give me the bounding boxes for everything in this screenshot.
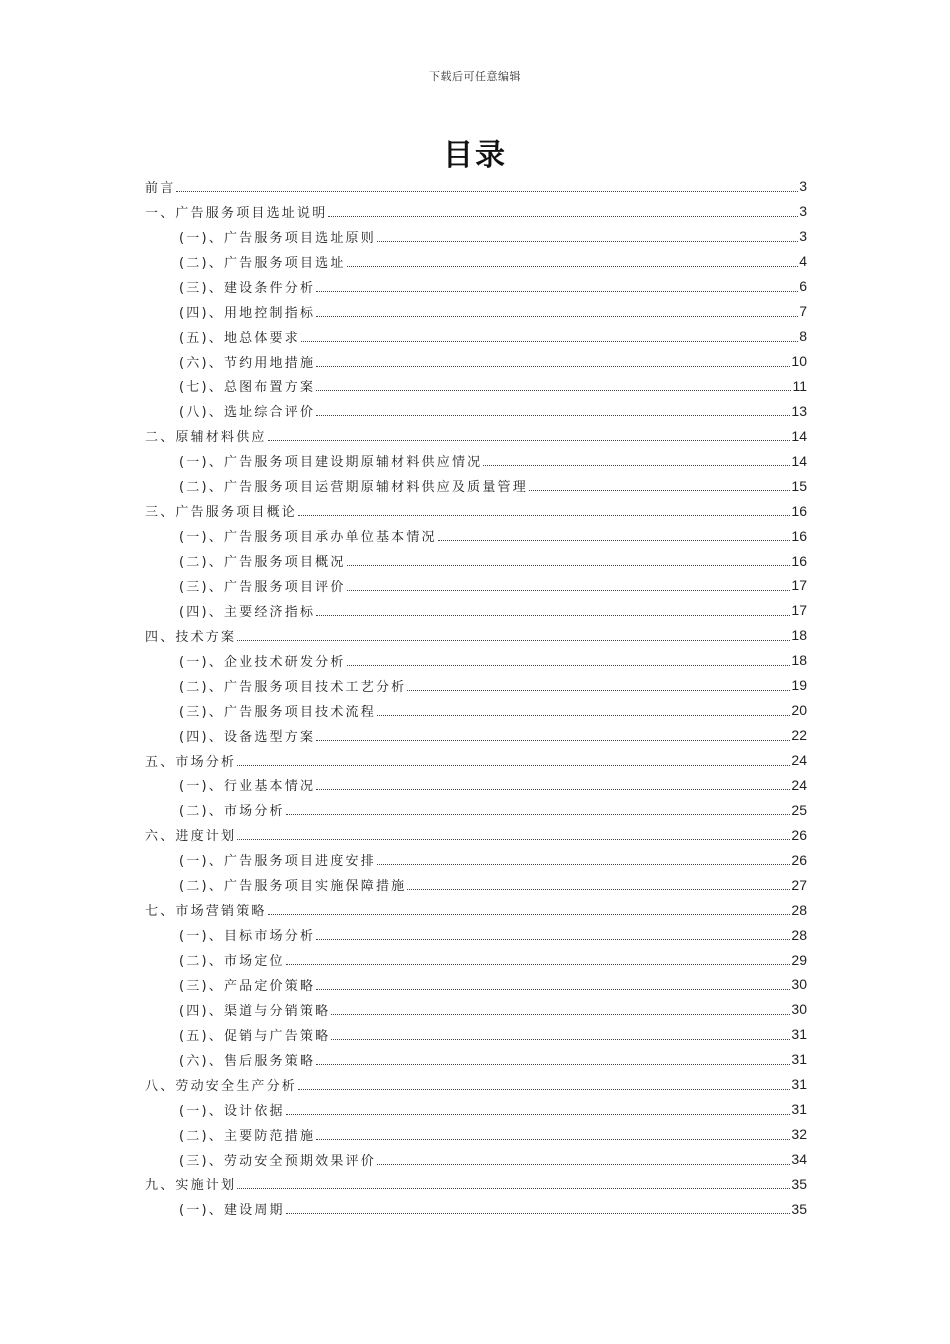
toc-dot-leader — [316, 939, 790, 940]
toc-entry[interactable] — [145, 1196, 807, 1221]
toc-entry-page-number: 15 — [791, 477, 807, 494]
toc-dot-leader — [347, 266, 799, 267]
toc-entry-label: (六)、售后服务策略 — [179, 1053, 316, 1069]
toc-entry-page-number: 27 — [791, 876, 807, 893]
toc-entry[interactable] — [145, 374, 807, 399]
toc-entry-label: (五)、促销与广告策略 — [179, 1028, 331, 1044]
toc-entry-label: (四)、主要经济指标 — [179, 604, 316, 620]
toc-entry-page-number: 31 — [791, 1051, 807, 1068]
toc-entry[interactable] — [145, 398, 807, 423]
toc-dot-leader — [377, 1164, 790, 1165]
toc-entry[interactable] — [145, 822, 807, 847]
toc-dot-leader — [316, 415, 790, 416]
toc-dot-leader — [316, 366, 790, 367]
toc-entry[interactable] — [145, 947, 807, 972]
toc-dot-leader — [347, 665, 791, 666]
toc-dot-leader — [316, 989, 790, 990]
toc-entry-label: (三)、建设条件分析 — [179, 280, 316, 296]
toc-entry[interactable] — [145, 249, 807, 274]
page-title: 目录 — [443, 138, 507, 173]
toc-entry-page-number: 13 — [791, 402, 807, 419]
toc-dot-leader — [483, 465, 790, 466]
toc-entry-label: 四、技术方案 — [145, 629, 237, 645]
toc-dot-leader — [316, 615, 790, 616]
toc-entry-label: (一)、广告服务项目承办单位基本情况 — [179, 530, 437, 546]
toc-entry-label: (二)、广告服务项目技术工艺分析 — [179, 679, 407, 695]
toc-entry-page-number: 3 — [799, 178, 807, 195]
toc-entry-label: (四)、用地控制指标 — [179, 305, 316, 321]
toc-entry[interactable] — [145, 448, 807, 473]
toc-entry-page-number: 14 — [791, 452, 807, 469]
toc-entry-page-number: 4 — [799, 253, 807, 270]
toc-entry-label: (三)、广告服务项目技术流程 — [179, 704, 376, 720]
toc-dot-leader — [407, 889, 790, 890]
toc-entry-label: (二)、市场定位 — [179, 954, 285, 970]
toc-entry-label: 九、实施计划 — [145, 1178, 237, 1194]
toc-entry-page-number: 22 — [791, 727, 807, 744]
toc-entry[interactable] — [145, 199, 807, 224]
toc-dot-leader — [377, 715, 790, 716]
toc-entry-page-number: 24 — [791, 752, 807, 769]
toc-entry-page-number: 35 — [791, 1175, 807, 1192]
toc-dot-leader — [316, 291, 798, 292]
toc-entry-label: (二)、广告服务项目选址 — [179, 255, 346, 271]
toc-entry[interactable] — [145, 548, 807, 573]
toc-entry[interactable] — [145, 1122, 807, 1147]
toc-entry-label: (一)、设计依据 — [179, 1103, 285, 1119]
toc-entry[interactable] — [145, 997, 807, 1022]
toc-entry-label: (二)、广告服务项目运营期原辅材料供应及质量管理 — [179, 480, 528, 496]
toc-entry-page-number: 31 — [791, 1026, 807, 1043]
toc-entry[interactable] — [145, 423, 807, 448]
toc-dot-leader — [301, 341, 798, 342]
toc-entry-page-number: 11 — [792, 377, 807, 394]
toc-entry-label: (一)、行业基本情况 — [179, 779, 316, 795]
toc-entry-page-number: 18 — [791, 627, 807, 644]
toc-entry-label: 七、市场营销策略 — [145, 904, 267, 920]
toc-entry[interactable] — [145, 773, 807, 798]
toc-dot-leader — [237, 1188, 790, 1189]
toc-entry-page-number: 16 — [791, 502, 807, 519]
toc-dot-leader — [237, 839, 790, 840]
toc-entry[interactable] — [145, 872, 807, 897]
toc-entry-page-number: 7 — [799, 303, 807, 320]
toc-entry-page-number: 19 — [791, 677, 807, 694]
toc-entry-label: (一)、广告服务项目进度安排 — [179, 854, 376, 870]
toc-dot-leader — [407, 690, 790, 691]
toc-dot-leader — [286, 964, 791, 965]
toc-entry-label: (二)、广告服务项目概况 — [179, 555, 346, 571]
toc-dot-leader — [286, 1114, 791, 1115]
toc-entry-page-number: 24 — [791, 776, 807, 793]
toc-entry-label: 五、市场分析 — [145, 754, 237, 770]
toc-entry-page-number: 16 — [791, 527, 807, 544]
toc-dot-leader — [286, 814, 791, 815]
toc-dot-leader — [316, 316, 798, 317]
toc-entry-page-number: 17 — [791, 577, 807, 594]
toc-entry-page-number: 14 — [791, 427, 807, 444]
toc-dot-leader — [328, 216, 798, 217]
toc-entry-label: (四)、渠道与分销策略 — [179, 1003, 331, 1019]
toc-entry-label: 一、广告服务项目选址说明 — [145, 205, 328, 221]
toc-entry-label: 前言 — [145, 180, 176, 196]
toc-entry-page-number: 32 — [791, 1126, 807, 1143]
toc-entry-page-number: 30 — [791, 1001, 807, 1018]
toc-entry-label: (一)、广告服务项目选址原则 — [179, 230, 376, 246]
toc-entry[interactable] — [145, 648, 807, 673]
toc-entry-label: (二)、主要防范措施 — [179, 1128, 316, 1144]
toc-entry-label: (五)、地总体要求 — [179, 330, 300, 346]
toc-entry-page-number: 31 — [791, 1101, 807, 1118]
toc-dot-leader — [316, 740, 790, 741]
toc-entry[interactable] — [145, 1022, 807, 1047]
header-note: 下载后可任意编辑 — [429, 70, 521, 83]
toc-entry-page-number: 20 — [791, 702, 807, 719]
toc-entry-label: (一)、目标市场分析 — [179, 929, 316, 945]
toc-entry-page-number: 31 — [791, 1076, 807, 1093]
toc-entry[interactable] — [145, 1097, 807, 1122]
toc-entry-label: 六、进度计划 — [145, 829, 237, 845]
toc-entry-page-number: 25 — [791, 801, 807, 818]
toc-dot-leader — [529, 490, 790, 491]
toc-entry-page-number: 30 — [791, 976, 807, 993]
toc-dot-leader — [268, 914, 791, 915]
toc-entry-page-number: 35 — [791, 1200, 807, 1217]
toc-entry[interactable] — [145, 897, 807, 922]
toc-entry[interactable] — [145, 1047, 807, 1072]
toc-entry[interactable] — [145, 498, 807, 523]
toc-dot-leader — [438, 540, 791, 541]
toc-entry[interactable] — [145, 922, 807, 947]
toc-dot-leader — [237, 765, 790, 766]
toc-entry-page-number: 3 — [799, 203, 807, 220]
toc-dot-leader — [176, 191, 798, 192]
toc-entry-label: (一)、企业技术研发分析 — [179, 654, 346, 670]
table-of-contents — [145, 174, 807, 1221]
toc-entry[interactable] — [145, 723, 807, 748]
toc-entry[interactable] — [145, 598, 807, 623]
toc-entry-label: (一)、广告服务项目建设期原辅材料供应情况 — [179, 455, 483, 471]
toc-dot-leader — [316, 1064, 790, 1065]
toc-entry-page-number: 29 — [791, 951, 807, 968]
toc-entry[interactable] — [145, 174, 807, 199]
toc-dot-leader — [298, 515, 790, 516]
toc-entry[interactable] — [145, 972, 807, 997]
toc-entry-label: (一)、建设周期 — [179, 1203, 285, 1219]
toc-dot-leader — [298, 1089, 790, 1090]
toc-dot-leader — [347, 590, 791, 591]
toc-entry[interactable] — [145, 797, 807, 822]
toc-entry[interactable] — [145, 224, 807, 249]
toc-entry-label: 三、广告服务项目概论 — [145, 505, 298, 521]
toc-entry[interactable] — [145, 748, 807, 773]
toc-entry[interactable] — [145, 1072, 807, 1097]
toc-entry-page-number: 18 — [791, 652, 807, 669]
toc-entry-label: (三)、广告服务项目评价 — [179, 579, 346, 595]
toc-entry[interactable] — [145, 573, 807, 598]
toc-dot-leader — [347, 565, 791, 566]
toc-entry-label: (六)、节约用地措施 — [179, 355, 316, 371]
toc-entry[interactable] — [145, 349, 807, 374]
toc-entry[interactable] — [145, 673, 807, 698]
toc-entry-page-number: 10 — [791, 353, 807, 370]
toc-entry[interactable] — [145, 299, 807, 324]
toc-entry[interactable] — [145, 698, 807, 723]
toc-dot-leader — [377, 241, 798, 242]
toc-dot-leader — [331, 1014, 790, 1015]
toc-entry[interactable] — [145, 274, 807, 299]
toc-entry[interactable] — [145, 324, 807, 349]
toc-entry-page-number: 16 — [791, 552, 807, 569]
toc-entry[interactable] — [145, 847, 807, 872]
toc-entry-page-number: 8 — [799, 328, 807, 345]
toc-entry-page-number: 26 — [791, 851, 807, 868]
toc-entry-label: (三)、劳动安全预期效果评价 — [179, 1153, 376, 1169]
toc-entry[interactable] — [145, 623, 807, 648]
toc-entry[interactable] — [145, 523, 807, 548]
toc-entry-page-number: 6 — [799, 278, 807, 295]
toc-entry-label: 二、原辅材料供应 — [145, 430, 267, 446]
toc-entry[interactable] — [145, 1172, 807, 1197]
toc-entry-page-number: 28 — [791, 926, 807, 943]
toc-entry-label: (七)、总图布置方案 — [179, 380, 316, 396]
toc-dot-leader — [268, 440, 791, 441]
toc-entry-label: (八)、选址综合评价 — [179, 405, 316, 421]
toc-entry-page-number: 17 — [791, 602, 807, 619]
toc-entry-label: (二)、广告服务项目实施保障措施 — [179, 879, 407, 895]
toc-entry-page-number: 28 — [791, 901, 807, 918]
toc-entry[interactable] — [145, 473, 807, 498]
toc-dot-leader — [237, 640, 790, 641]
toc-dot-leader — [286, 1213, 791, 1214]
toc-entry-label: (三)、产品定价策略 — [179, 978, 316, 994]
toc-dot-leader — [377, 864, 790, 865]
toc-entry[interactable] — [145, 1147, 807, 1172]
toc-entry-label: (四)、设备选型方案 — [179, 729, 316, 745]
toc-dot-leader — [316, 1139, 790, 1140]
toc-entry-page-number: 3 — [799, 228, 807, 245]
toc-entry-label: (二)、市场分析 — [179, 804, 285, 820]
toc-entry-page-number: 34 — [791, 1151, 807, 1168]
toc-dot-leader — [316, 390, 791, 391]
toc-entry-label: 八、劳动安全生产分析 — [145, 1078, 298, 1094]
toc-dot-leader — [331, 1039, 790, 1040]
toc-dot-leader — [316, 789, 790, 790]
toc-entry-page-number: 26 — [791, 826, 807, 843]
